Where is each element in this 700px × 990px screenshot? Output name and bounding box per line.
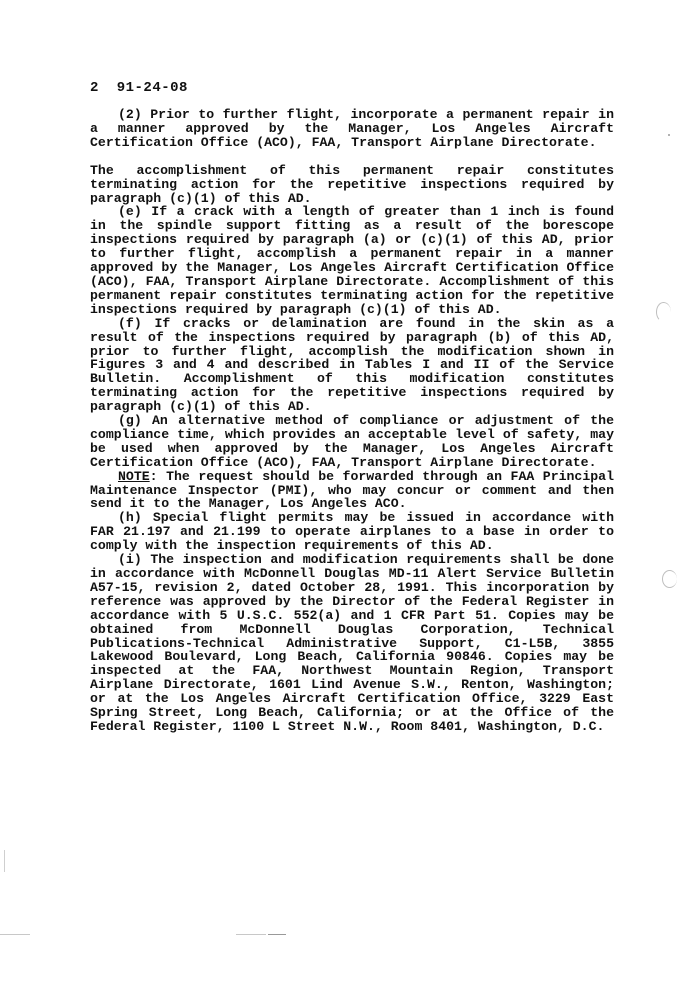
document-body xyxy=(90,108,614,734)
scan-artifact-line xyxy=(4,850,5,872)
scan-artifact-dot xyxy=(668,134,670,136)
paragraph-f: (f) If cracks or delamination are found in the skin as a result of the inspections required by paragraph (b) of this AD, prior to further flight, accomplish the modification shown in Figures 3 and 4 and described in Tables I and II of the Service Bulletin. Accomplishment of this modification constitutes terminating action for the repetitive inspections required by paragraph (c)(1) of this AD. xyxy=(90,315,614,415)
paragraph-i: (i) The inspection and modification requirements shall be done in accordance with McDonnell Douglas MD-11 Alert Service Bulletin A57-15, revision 2, dated October 28, 1991. This incorporation by reference was approved by the Director of the Federal Register in accordance with 5 U.S.C. 552(a) and 1 CFR Part 51. Copies may be obtained from McDonnell Douglas Corporation, Technical Publications-Technical Administrative Support, C1-L5B, 3855 Lakewood Boulevard, Long Beach, California 90846. Copies may be inspected at the FAA, Northwest Mountain Region, Transport Airplane Directorate, 1601 Lind Avenue S.W., Renton, Washington; or at the Los Angeles Aircraft Certification Office, 3229 East Spring Street, Long Beach, California; or at the Office of the Federal Register, 1100 L Street N.W., Room 8401, Washington, D.C. xyxy=(90,552,614,734)
paragraph-terminating-action: The accomplishment of this permanent repair constitutes terminating action for the repetitive inspections required by paragraph (c)(1) of this AD. xyxy=(90,162,614,206)
page-number: 2 xyxy=(90,80,99,96)
note-text: : The request should be forwarded through an FAA Principal Maintenance Inspector (PMI), who may concur or comment and then send it to the Manager, Los Angeles ACO. xyxy=(90,468,614,512)
paragraph-h: (h) Special flight permits may be issued in accordance with FAR 21.197 and 21.199 to operate airplanes to a base in order to comply with the inspection requirements of this AD. xyxy=(90,510,614,554)
paragraph-spacer xyxy=(90,150,614,164)
paragraph-e: (e) If a crack with a length of greater than 1 inch is found in the spindle support fitting as a result of the borescope inspections required by paragraph (a) or (c)(1) of this AD, prior to further flight, accomplish a permanent repair in a manner approved by the Manager, Los Angeles Aircraft Certification Office (ACO), FAA, Transport Airplane Directorate. Accomplishment of this permanent repair constitutes terminating action for the repetitive inspections required by paragraph (c)(1) of this AD. xyxy=(90,204,614,317)
ad-number: 91-24-08 xyxy=(116,80,188,96)
note-label: NOTE xyxy=(118,468,150,484)
note-paragraph xyxy=(90,470,614,512)
scan-artifact-line xyxy=(268,934,286,935)
scan-artifact-line xyxy=(0,934,30,935)
paragraph-2: (2) Prior to further flight, incorporate a permanent repair in a manner approved by the Manager, Los Angeles Aircraft Certification Office (ACO), FAA, Transport Airplane Directorate. xyxy=(90,107,614,150)
paragraph-g: (g) An alternative method of compliance or adjustment of the compliance time, which provides an acceptable level of safety, may be used when approved by the Manager, Los Angeles Aircraft Certification Office (ACO), FAA, Transport Airplane Directorate. xyxy=(90,413,614,470)
scan-artifact-line xyxy=(236,934,266,935)
scan-artifact-mark xyxy=(656,302,671,322)
scan-artifact-mark xyxy=(662,570,677,588)
page-header xyxy=(90,80,188,96)
